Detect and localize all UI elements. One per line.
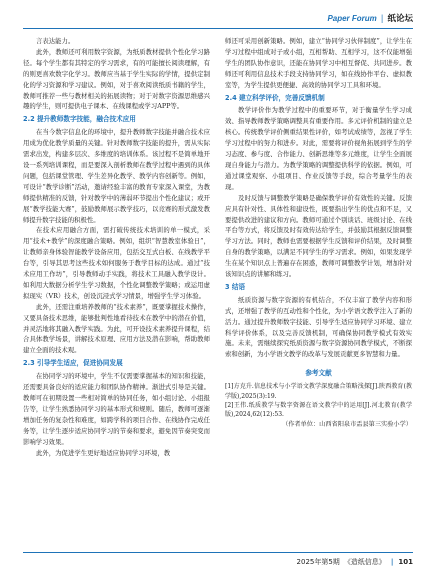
section-heading: 2.2 提升教师数字技能，融合技术应用 xyxy=(23,115,136,124)
section-heading: 3 结语 xyxy=(225,282,246,291)
section-heading: 2.3 引导学生适应，促进协同发展 xyxy=(23,359,123,368)
journal-english-name: Paper Forum xyxy=(327,13,377,23)
section-heading: 2.4 建立科学评价，完善反馈机制 xyxy=(225,93,325,102)
body-paragraph: 言表达能力。 xyxy=(36,37,75,45)
reference-item: [2]王伟.纸质教学与数字资源在语文教学中的运用[J].河北教育(教学版),2024,62(12):53. xyxy=(225,402,412,419)
reference-item: [1]方克升.信息技术与小学语文教学深度融合策略浅探[J].陕西教育(教学版),2025(3):19. xyxy=(225,383,412,400)
body-paragraph: 教学评价作为教学过程中的重要环节，对于衡量学生学习成效、指导教师教学策略调整具有重要作用。多元评价机制的建立是核心。传统教学评价侧重结果性评价，如考试成绩等，忽视了学生学习过程中的努力和进步。对此，需要将评价视角拓展到学生的学习态度、参与度、合作能力、创新思维等多元维度，让学生全面展现自身能力与潜力。为教学策略的调整提供科学的依据。例如，可通过课堂观察、小组项目、作业反馈等手段，综合考量学生的表现。 xyxy=(225,106,412,191)
body-paragraph: 此外，教师还可利用数字资源，为纸质教材提供个性化学习路径。每个学生都有其特定的学习需求，有的可能擅长阅读理解，有的则更喜欢数字化学习。教师应当基于学生实际的学情，提供定制化的学习资源和学习建议。例如，对于喜欢阅读纸质书籍的学生，教师可推荐一些与教材相关的拓展读物；对于对数字资源思维感兴趣的学生，则可提供电子课本、在线课程或学习APP等。 xyxy=(23,47,210,111)
body-paragraph: 师还可采用创新策略。例如，建立“协同学习伙伴制度”，让学生在学习过程中组成对子或小组，互相帮助、互相学习，这不仅能增强学生的团队协作意识，还能在协同学习中相互督促、共同进步。教师还可利用信息技术手段支持协同学习，如在线协作平台、虚拟教室等，为学生提供更便捷、高效的协同学习工具和环境。 xyxy=(225,37,412,89)
header-rule xyxy=(23,28,413,29)
body-paragraph: 及时反馈与调整教学策略是确保教学评价有效性的关键。反馈应具有针对性、具体性和建设性，既要指出学生的优点和不足，又要提供改进的建议和方向。教师可通过个别谈话、班级讨论、在线平台等方式，将反馈及时有效传达给学生，并鼓励其根据反馈调整学习方法。同时，教师也需要根据学生反馈和评价结果，及时调整自身的教学策略，以满足不同学生的学习需求。例如，如果发现学生在某个知识点上普遍存在困惑，教师可调整教学计划，增加针对该知识点的讲解和练习。 xyxy=(225,193,412,279)
body-paragraph: 在当今数字信息化的环境中，提升教师数字技能并融合技术应用成为优化教学质量的关键。针对教师数字技能的提升，需从实际需求出发，构建多层次、多维度的培训体系。该过程不是简单地开设一系列培训课程，而是要深入剖析教师在教学过程中遇到的具体问题，包括课堂管理、学生差异化教学、教学内容创新等。例如，可设计“教学诊断”活动，邀请经验丰富的教育专家深入课堂，为教师提供精准的反馈，针对教学中的薄弱环节提出个性化建议；或开展“教学技能大赛”，鼓励教师展示教学技巧，以竞赛的形式激发教师提升数字技能的积极性。 xyxy=(23,128,210,224)
issue-number: 2025年第5期 xyxy=(296,558,340,566)
left-column xyxy=(23,36,210,458)
author-affiliation: （作者单位：山西省阳泉市盂县第三实验小学） xyxy=(282,420,412,428)
body-paragraph: 纸质资源与数字资源的有机结合，不仅丰富了教学内容和形式，还增强了教学的互动性和个性化，为小学语文教学注入了新的活力。通过提升教师数字技能、引导学生适应协同学习环境、建立科学评价体系，以及完善反馈机制，可确保协同教学模式有效实施。未来，需继续探究纸质资源与数字资源协同教学模式，不断探索和创新，为小学语文教学的改革与发展贡献更多智慧和力量。 xyxy=(225,295,412,359)
body-paragraph: 此外，还需注重培养教师的“技术素养”，既要掌握技术操作，又要具备技术思维，能够批判性地看待技术在教学中的潜在价值，并灵活地将其融入教学实践。为此，可开设技术素养提升课程，结合具体教学场景，讲解技术原理、应用方法及潜在影响，帮助教师建立全面的技术观。 xyxy=(23,302,210,355)
footer-separator: | xyxy=(390,558,394,566)
running-header xyxy=(327,12,413,24)
body-paragraph: 在技术应用融合方面，需打破传统技术培训的单一模式，采用“技术+教学”的深度融合策略。例如，组织“智慧教室体验日”，让教师亲身体验智能教学设备应用，包括交互式白板、在线教学平台等，引导其思考这些技术如何服务于教学目标的达成。通过“技术应用工作坊”，引导教师动手实践，将技术工具融入教学设计。如利用大数据分析学生学习数据，个性化调整教学策略；或运用虚拟现实（VR）技术，创设沉浸式学习情景，增强学生学习体验。 xyxy=(23,226,210,300)
body-paragraph: 此外，为促进学生更好地适应协同学习环境，教 xyxy=(36,448,171,457)
running-footer xyxy=(297,557,413,567)
page-number: 101 xyxy=(398,558,413,566)
section-name: 纸论坛 xyxy=(387,14,413,24)
footer-rule xyxy=(23,552,413,553)
right-column xyxy=(225,36,412,431)
body-paragraph: 在协同学习的环境中，学生不仅需要掌握基本的知识和技能，还需要具备良好的适应能力和团队协作精神。渐进式引导是关键。教师可在初期设置一些相对简单的协同任务，如小组讨论、小组报告等，让学生熟悉协同学习的基本形式和规则。随后，教师可逐渐增加任务的复杂性和难度，如跨学科的项目合作、在线协作完成任务等，让学生逐步适应协同学习的节奏和要求，避免因节奏突变而影响学习效果。 xyxy=(23,372,210,446)
magazine-name: 《造纸信息》 xyxy=(343,558,386,566)
references-heading: 参考文献 xyxy=(305,369,332,378)
header-separator: | xyxy=(380,13,384,23)
